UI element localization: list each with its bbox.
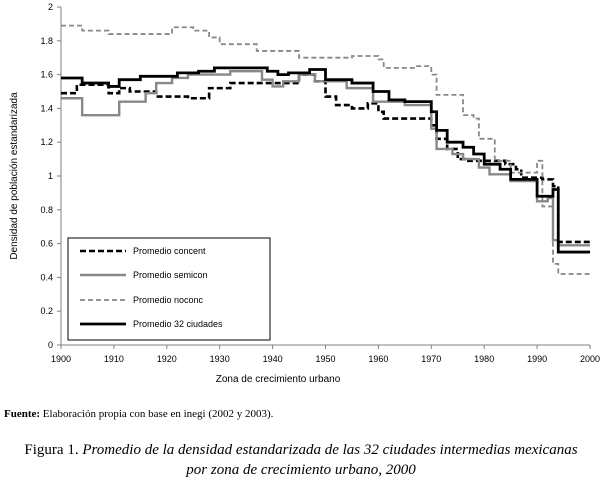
- source-text: Elaboración propia con base en inegi (2002 y 2003).: [40, 408, 274, 420]
- x-tick-label: 1930: [209, 354, 230, 364]
- source-label: Fuente:: [4, 408, 41, 420]
- y-tick-label: 1.2: [40, 137, 53, 148]
- series-lines: [61, 26, 590, 274]
- y-tick-label: 1.8: [40, 35, 53, 46]
- legend-label: Promedio concent: [133, 246, 206, 256]
- y-tick-label: 1.6: [40, 69, 53, 80]
- y-tick-label: 0.6: [40, 238, 53, 249]
- y-axis-ticks: [40, 2, 61, 350]
- y-tick-label: 1.4: [40, 103, 53, 114]
- legend-label: Promedio semicon: [133, 270, 208, 280]
- legend-label: Promedio noconc: [133, 295, 204, 305]
- y-tick-label: 0.8: [40, 204, 53, 215]
- caption-prefix: Figura 1.: [24, 442, 83, 458]
- y-tick-label: 0.4: [40, 272, 53, 283]
- legend: [68, 238, 270, 340]
- x-tick-label: 2000: [579, 354, 601, 364]
- x-tick-label: 1920: [156, 354, 177, 364]
- x-tick-label: 1980: [474, 354, 495, 364]
- y-tick-label: 2: [47, 2, 53, 12]
- y-tick-label: 1: [47, 171, 53, 181]
- x-tick-label: 1970: [421, 354, 442, 364]
- y-axis-label: Densidad de población estandarizada: [9, 92, 20, 260]
- series-line-1: [61, 75, 590, 242]
- source-note: [4, 408, 273, 420]
- x-tick-label: 1960: [368, 354, 389, 364]
- x-axis-label: Zona de crecimiento urbano: [215, 374, 341, 385]
- x-tick-label: 1990: [527, 354, 548, 364]
- x-tick-label: 1950: [315, 354, 336, 364]
- x-tick-label: 1910: [103, 354, 124, 364]
- caption-title-line1: Promedio de la densidad estandarizada de las 32 ciudades intermedias mexicanas: [82, 442, 578, 458]
- x-axis-ticks: [51, 345, 600, 364]
- x-tick-label: 1900: [50, 354, 72, 364]
- caption-title-line2: por zona de crecimiento urbano, 2000: [186, 462, 416, 478]
- y-tick-label: 0.2: [40, 306, 53, 317]
- legend-label: Promedio 32 ciudades: [133, 319, 223, 329]
- y-tick-label: 0: [47, 340, 53, 350]
- x-tick-label: 1940: [262, 354, 283, 364]
- series-line-3: [61, 26, 590, 274]
- figure-caption: [0, 440, 602, 480]
